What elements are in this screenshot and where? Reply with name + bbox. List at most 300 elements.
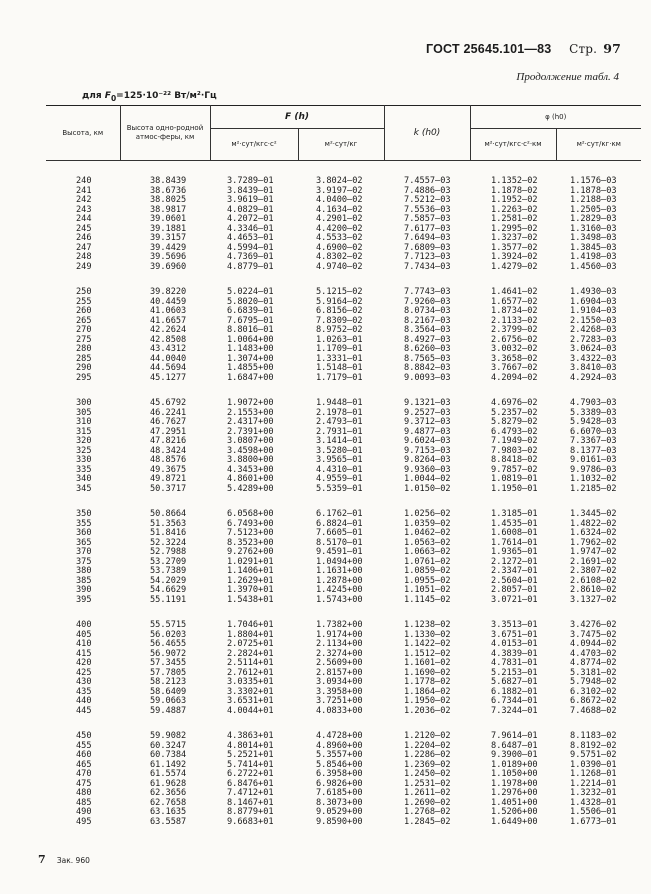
cell-phi-unit1: 5.6827—01 bbox=[491, 677, 538, 687]
col-f-unit1: м²·сут/кгс·с² bbox=[210, 129, 298, 161]
cell-k: 1.1601—02 bbox=[404, 658, 451, 668]
cell-f-unit2: 6.3958+00 bbox=[316, 769, 363, 779]
cell-f-unit2: 7.6605—01 bbox=[316, 528, 363, 538]
cell-altitude: 285 bbox=[76, 353, 92, 364]
cell-k: 7.5212—03 bbox=[404, 195, 451, 205]
cell-phi-unit1: 2.6756—02 bbox=[491, 334, 538, 345]
cell-altitude: 370 bbox=[76, 547, 92, 557]
cell-f-unit1: 9.2762+00 bbox=[227, 547, 274, 557]
cell-phi-unit1: 6.1882—01 bbox=[491, 686, 538, 697]
table-row bbox=[46, 263, 641, 273]
cell-phi-unit2: 1.1878—03 bbox=[570, 185, 617, 196]
cell-altitude: 490 bbox=[76, 807, 92, 817]
cell-phi-unit2: 4.7903—03 bbox=[570, 398, 617, 408]
cell-altitude: 320 bbox=[76, 436, 92, 446]
cell-altitude: 245 bbox=[76, 223, 92, 234]
cell-homogeneous-height: 40.4459 bbox=[150, 296, 187, 307]
cell-k: 9.9360—03 bbox=[404, 464, 451, 475]
cell-f-unit2: 2.7931—01 bbox=[316, 426, 363, 437]
data-table bbox=[46, 105, 641, 827]
cell-f-unit1: 4.2072—01 bbox=[227, 214, 274, 224]
cell-phi-unit2: 9.5751—02 bbox=[570, 750, 617, 760]
cell-f-unit2: 4.8302—02 bbox=[316, 252, 363, 262]
cell-k: 1.0663—02 bbox=[404, 547, 451, 557]
cell-phi-unit1: 8.6487—01 bbox=[491, 740, 538, 751]
cell-f-unit2: 2.4793—01 bbox=[316, 417, 363, 427]
group-spacer bbox=[46, 383, 641, 399]
cell-altitude: 365 bbox=[76, 537, 92, 548]
cell-homogeneous-height: 61.1492 bbox=[150, 759, 187, 770]
cell-altitude: 390 bbox=[76, 585, 92, 595]
cell-k: 9.1321—03 bbox=[404, 398, 451, 408]
cell-f-unit2: 1.4245+00 bbox=[316, 585, 363, 595]
cell-phi-unit2: 5.3181—02 bbox=[570, 667, 617, 678]
cell-f-unit1: 1.7046+01 bbox=[227, 620, 274, 630]
cell-phi-unit2: 2.7283—03 bbox=[570, 334, 617, 345]
cell-f-unit2: 5.3557+00 bbox=[316, 750, 363, 760]
cell-phi-unit1: 6.7344—01 bbox=[491, 696, 538, 706]
cell-phi-unit2: 1.5506—01 bbox=[570, 807, 617, 817]
standard-number: ГОСТ 25645.101—83 bbox=[426, 42, 552, 56]
cell-homogeneous-height: 41.0603 bbox=[150, 306, 187, 316]
cell-altitude: 350 bbox=[76, 509, 92, 519]
cell-f-unit2: 4.4310—01 bbox=[316, 464, 363, 475]
cell-phi-unit2: 3.4322—03 bbox=[570, 353, 617, 364]
cell-altitude: 290 bbox=[76, 363, 92, 373]
cell-f-unit2: 5.5359—01 bbox=[316, 483, 363, 494]
cell-homogeneous-height: 62.7658 bbox=[150, 797, 187, 808]
cell-f-unit2: 1.7179—01 bbox=[316, 372, 363, 383]
cell-f-unit1: 1.3074+00 bbox=[227, 353, 274, 364]
cell-altitude: 385 bbox=[76, 575, 92, 586]
cell-k: 1.0044—02 bbox=[404, 474, 451, 484]
cell-altitude: 325 bbox=[76, 445, 92, 456]
cell-altitude: 240 bbox=[76, 176, 92, 186]
cell-phi-unit1: 1.8734—02 bbox=[491, 306, 538, 316]
cell-homogeneous-height: 53.7389 bbox=[150, 566, 187, 576]
cell-phi-unit1: 2.3347—01 bbox=[491, 566, 538, 576]
cell-homogeneous-height: 47.8216 bbox=[150, 436, 187, 446]
cell-homogeneous-height: 56.4655 bbox=[150, 639, 187, 649]
cell-phi-unit1: 1.3577—02 bbox=[491, 242, 538, 253]
cell-altitude: 410 bbox=[76, 639, 92, 649]
cell-k: 1.2531—02 bbox=[404, 778, 451, 789]
cell-phi-unit2: 6.6070—03 bbox=[570, 426, 617, 437]
cell-altitude: 315 bbox=[76, 426, 92, 437]
cell-k: 1.0761—02 bbox=[404, 556, 451, 567]
cell-homogeneous-height: 57.7805 bbox=[150, 667, 187, 678]
cell-altitude: 310 bbox=[76, 417, 92, 427]
cell-f-unit1: 1.6847+00 bbox=[227, 372, 274, 383]
cell-f-unit1: 2.1553+00 bbox=[227, 407, 274, 418]
cell-k: 7.7743—03 bbox=[404, 287, 451, 297]
cell-f-unit1: 3.4598+00 bbox=[227, 445, 274, 456]
cell-altitude: 460 bbox=[76, 750, 92, 760]
cell-k: 9.8264—03 bbox=[404, 455, 451, 465]
page-label: Стр. bbox=[569, 42, 598, 56]
cell-altitude: 255 bbox=[76, 296, 92, 307]
cell-f-unit1: 4.7369—01 bbox=[227, 252, 274, 262]
cell-f-unit2: 4.2901—02 bbox=[316, 214, 363, 224]
cell-altitude: 465 bbox=[76, 759, 92, 770]
cell-f-unit2: 8.3073+00 bbox=[316, 797, 363, 808]
cell-f-unit1: 4.3453+00 bbox=[227, 464, 274, 475]
cell-phi-unit2: 1.2188—03 bbox=[570, 195, 617, 205]
cell-f-unit1: 2.2824+01 bbox=[227, 648, 274, 659]
cell-f-unit1: 3.0335+01 bbox=[227, 677, 274, 687]
cell-phi-unit2: 8.1377—03 bbox=[570, 445, 617, 456]
col-f-unit2: м²·сут/кг bbox=[298, 129, 384, 161]
cell-k: 7.6177—03 bbox=[404, 223, 451, 234]
cell-phi-unit1: 1.2995—02 bbox=[491, 223, 538, 234]
cell-homogeneous-height: 46.2241 bbox=[150, 407, 187, 418]
cell-homogeneous-height: 43.4312 bbox=[150, 344, 187, 354]
condition-line bbox=[82, 91, 217, 103]
cell-phi-unit2: 2.1550—03 bbox=[570, 315, 617, 326]
cell-f-unit2: 4.4728+00 bbox=[316, 731, 363, 741]
cell-f-unit2: 2.1978—01 bbox=[316, 407, 363, 418]
cell-f-unit1: 3.8800+00 bbox=[227, 455, 274, 465]
cell-homogeneous-height: 38.6736 bbox=[150, 185, 187, 196]
cell-k: 8.6260—03 bbox=[404, 344, 451, 354]
cell-f-unit1: 4.3863+01 bbox=[227, 731, 274, 741]
cell-phi-unit1: 7.3244—01 bbox=[491, 705, 538, 716]
cell-phi-unit2: 6.8672—02 bbox=[570, 696, 617, 706]
cell-homogeneous-height: 59.0663 bbox=[150, 696, 187, 706]
cell-phi-unit2: 1.6324—02 bbox=[570, 528, 617, 538]
cell-altitude: 480 bbox=[76, 788, 92, 798]
cell-f-unit1: 2.5114+01 bbox=[227, 658, 274, 668]
cell-phi-unit1: 4.3839—01 bbox=[491, 648, 538, 659]
cell-f-unit1: 2.0725+01 bbox=[227, 639, 274, 649]
cell-altitude: 242 bbox=[76, 195, 92, 205]
cell-k: 1.2768—02 bbox=[404, 807, 451, 817]
cell-phi-unit1: 1.0189+00 bbox=[491, 759, 538, 770]
cell-phi-unit2: 3.7475—02 bbox=[570, 629, 617, 640]
cell-k: 7.7434—03 bbox=[404, 261, 451, 272]
cell-f-unit1: 4.8779—01 bbox=[227, 261, 274, 272]
cell-phi-unit1: 3.0721—01 bbox=[491, 594, 538, 605]
cell-phi-unit2: 1.4198—03 bbox=[570, 252, 617, 262]
cell-k: 8.4927—03 bbox=[404, 334, 451, 345]
condition-prefix: для bbox=[82, 91, 102, 101]
cell-altitude: 345 bbox=[76, 483, 92, 494]
cell-f-unit2: 9.4591—01 bbox=[316, 547, 363, 557]
cell-altitude: 305 bbox=[76, 407, 92, 418]
cell-phi-unit1: 1.3185—01 bbox=[491, 509, 538, 519]
cell-altitude: 300 bbox=[76, 398, 92, 408]
cell-homogeneous-height: 44.5694 bbox=[150, 363, 187, 373]
col-group-f: F (h) bbox=[210, 106, 384, 129]
group-spacer bbox=[46, 716, 641, 732]
cell-phi-unit1: 2.1272—01 bbox=[491, 556, 538, 567]
cell-f-unit2: 3.3958+00 bbox=[316, 686, 363, 697]
cell-phi-unit1: 4.6976—02 bbox=[491, 398, 538, 408]
cell-phi-unit1: 1.4279—02 bbox=[491, 261, 538, 272]
cell-altitude: 270 bbox=[76, 325, 92, 335]
cell-homogeneous-height: 62.3656 bbox=[150, 788, 187, 798]
cell-phi-unit1: 3.0032—02 bbox=[491, 344, 538, 354]
cell-f-unit1: 2.4317+00 bbox=[227, 417, 274, 427]
cell-f-unit2: 5.8546+00 bbox=[316, 759, 363, 770]
cell-phi-unit1: 9.7857—02 bbox=[491, 464, 538, 475]
cell-f-unit1: 6.7493+00 bbox=[227, 518, 274, 529]
cell-altitude: 244 bbox=[76, 214, 92, 224]
cell-phi-unit1: 1.1878—02 bbox=[491, 185, 538, 196]
cell-k: 8.8842—03 bbox=[404, 363, 451, 373]
condition-subscript: 0 bbox=[110, 93, 117, 103]
cell-phi-unit2: 4.8774—02 bbox=[570, 658, 617, 668]
cell-k: 7.5536—03 bbox=[404, 204, 451, 215]
cell-homogeneous-height: 63.1635 bbox=[150, 807, 187, 817]
cell-altitude: 430 bbox=[76, 677, 92, 687]
cell-homogeneous-height: 39.4429 bbox=[150, 242, 187, 253]
cell-altitude: 243 bbox=[76, 204, 92, 215]
cell-altitude: 248 bbox=[76, 252, 92, 262]
cell-f-unit1: 3.6531+01 bbox=[227, 696, 274, 706]
cell-k: 1.2286—02 bbox=[404, 750, 451, 760]
cell-k: 7.4557—03 bbox=[404, 176, 451, 186]
cell-f-unit2: 4.4200—02 bbox=[316, 223, 363, 234]
cell-f-unit2: 2.1134+00 bbox=[316, 639, 363, 649]
cell-f-unit2: 3.0934+00 bbox=[316, 677, 363, 687]
cell-f-unit1: 6.2722+01 bbox=[227, 769, 274, 779]
col-altitude: Высота, км bbox=[46, 106, 120, 161]
cell-phi-unit1: 1.1050+00 bbox=[491, 769, 538, 779]
cell-f-unit1: 1.8804+01 bbox=[227, 629, 274, 640]
cell-f-unit1: 9.6683+01 bbox=[227, 816, 274, 827]
cell-altitude: 250 bbox=[76, 287, 92, 297]
cell-homogeneous-height: 39.0601 bbox=[150, 214, 187, 224]
cell-altitude: 470 bbox=[76, 769, 92, 779]
cell-f-unit1: 1.5438+01 bbox=[227, 594, 274, 605]
cell-f-unit2: 2.5609+00 bbox=[316, 658, 363, 668]
table-row bbox=[46, 374, 641, 384]
cell-phi-unit1: 1.6577—02 bbox=[491, 296, 538, 307]
cell-phi-unit1: 1.0819—01 bbox=[491, 474, 538, 484]
cell-phi-unit1: 1.3924—02 bbox=[491, 252, 538, 262]
cell-k: 9.2527—03 bbox=[404, 407, 451, 418]
cell-phi-unit2: 8.8192—02 bbox=[570, 740, 617, 751]
cell-homogeneous-height: 38.9817 bbox=[150, 204, 187, 215]
cell-phi-unit1: 4.0153—01 bbox=[491, 639, 538, 649]
cell-phi-unit1: 1.3237—02 bbox=[491, 233, 538, 243]
cell-f-unit1: 4.3346—01 bbox=[227, 223, 274, 234]
cell-f-unit2: 5.1215—02 bbox=[316, 287, 363, 297]
cell-homogeneous-height: 60.3247 bbox=[150, 740, 187, 751]
col-group-phi: φ (h0) bbox=[470, 106, 641, 129]
cell-k: 1.0462—02 bbox=[404, 528, 451, 538]
cell-homogeneous-height: 61.5574 bbox=[150, 769, 187, 779]
cell-k: 1.1950—02 bbox=[404, 696, 451, 706]
cell-phi-unit2: 5.3389—03 bbox=[570, 407, 617, 418]
cell-homogeneous-height: 44.0040 bbox=[150, 353, 187, 364]
cell-f-unit1: 1.9072+00 bbox=[227, 398, 274, 408]
group-spacer bbox=[46, 272, 641, 288]
cell-homogeneous-height: 53.2709 bbox=[150, 556, 187, 567]
cell-f-unit2: 9.0529+00 bbox=[316, 807, 363, 817]
cell-altitude: 330 bbox=[76, 455, 92, 465]
cell-homogeneous-height: 56.0203 bbox=[150, 629, 187, 640]
cell-phi-unit2: 5.7948—02 bbox=[570, 677, 617, 687]
cell-f-unit2: 4.5533—02 bbox=[316, 233, 363, 243]
cell-f-unit1: 3.8439—01 bbox=[227, 185, 274, 196]
cell-f-unit2: 3.1414—01 bbox=[316, 436, 363, 446]
cell-homogeneous-height: 38.8439 bbox=[150, 176, 187, 186]
col-phi-unit2: м²·сут/кг·км bbox=[556, 129, 641, 161]
cell-f-unit2: 2.3274+00 bbox=[316, 648, 363, 659]
cell-phi-unit1: 7.9803—02 bbox=[491, 445, 538, 456]
cell-f-unit1: 3.9619—01 bbox=[227, 195, 274, 205]
cell-altitude: 400 bbox=[76, 620, 92, 630]
cell-phi-unit1: 6.4793—02 bbox=[491, 426, 538, 437]
cell-f-unit2: 1.0263—01 bbox=[316, 334, 363, 345]
cell-k: 1.1051—02 bbox=[404, 585, 451, 595]
cell-f-unit1: 5.0224—01 bbox=[227, 287, 274, 297]
cell-f-unit1: 1.1483+00 bbox=[227, 344, 274, 354]
cell-f-unit2: 1.2878+00 bbox=[316, 575, 363, 586]
cell-phi-unit2: 3.1327—02 bbox=[570, 594, 617, 605]
cell-k: 1.0256—02 bbox=[404, 509, 451, 519]
cell-k: 1.1512—02 bbox=[404, 648, 451, 659]
cell-altitude: 360 bbox=[76, 528, 92, 538]
cell-f-unit1: 4.5994—01 bbox=[227, 242, 274, 253]
cell-k: 9.3712—03 bbox=[404, 417, 451, 427]
cell-f-unit2: 1.1709—01 bbox=[316, 344, 363, 354]
cell-f-unit2: 4.1634—02 bbox=[316, 204, 363, 215]
cell-f-unit2: 7.6185+00 bbox=[316, 788, 363, 798]
cell-f-unit1: 4.4653—01 bbox=[227, 233, 274, 243]
cell-f-unit1: 6.6839—01 bbox=[227, 306, 274, 316]
table-header bbox=[46, 106, 641, 161]
cell-phi-unit2: 2.8610—02 bbox=[570, 585, 617, 595]
cell-altitude: 335 bbox=[76, 464, 92, 475]
cell-altitude: 395 bbox=[76, 594, 92, 605]
cell-k: 7.5857—03 bbox=[404, 214, 451, 224]
cell-altitude: 440 bbox=[76, 696, 92, 706]
cell-phi-unit2: 9.9786—03 bbox=[570, 464, 617, 475]
cell-f-unit2: 1.9448—01 bbox=[316, 398, 363, 408]
cell-f-unit1: 3.3302+01 bbox=[227, 686, 274, 697]
cell-phi-unit2: 4.4703—02 bbox=[570, 648, 617, 659]
cell-homogeneous-height: 50.3717 bbox=[150, 483, 187, 494]
condition-symbol: F bbox=[104, 91, 111, 101]
cell-f-unit1: 1.0291+01 bbox=[227, 556, 274, 567]
cell-phi-unit2: 3.8410—03 bbox=[570, 363, 617, 373]
cell-altitude: 275 bbox=[76, 334, 92, 345]
cell-phi-unit2: 6.3102—02 bbox=[570, 686, 617, 697]
cell-k: 7.6494—03 bbox=[404, 233, 451, 243]
cell-altitude: 435 bbox=[76, 686, 92, 697]
cell-phi-unit2: 1.2505—03 bbox=[570, 204, 617, 215]
cell-altitude: 340 bbox=[76, 474, 92, 484]
cell-phi-unit2: 2.4268—03 bbox=[570, 325, 617, 335]
table-body bbox=[46, 161, 641, 828]
cell-homogeneous-height: 55.1191 bbox=[150, 594, 187, 605]
cell-homogeneous-height: 39.1881 bbox=[150, 223, 187, 234]
cell-phi-unit2: 3.4276—02 bbox=[570, 620, 617, 630]
cell-phi-unit1: 2.5604—01 bbox=[491, 575, 538, 586]
cell-phi-unit1: 1.4051+00 bbox=[491, 797, 538, 808]
cell-homogeneous-height: 52.3224 bbox=[150, 537, 187, 548]
cell-phi-unit1: 1.1952—02 bbox=[491, 195, 538, 205]
cell-k: 1.1422—02 bbox=[404, 639, 451, 649]
cell-altitude: 445 bbox=[76, 705, 92, 716]
cell-homogeneous-height: 39.6960 bbox=[150, 261, 187, 272]
cell-phi-unit2: 2.6108—02 bbox=[570, 575, 617, 586]
cell-f-unit1: 2.7391+00 bbox=[227, 426, 274, 437]
cell-homogeneous-height: 59.9082 bbox=[150, 731, 187, 741]
cell-altitude: 495 bbox=[76, 816, 92, 827]
cell-phi-unit2: 5.9428—03 bbox=[570, 417, 617, 427]
cell-k: 1.0359—02 bbox=[404, 518, 451, 529]
cell-f-unit2: 2.8157+00 bbox=[316, 667, 363, 678]
cell-phi-unit2: 1.4328—01 bbox=[570, 797, 617, 808]
cell-f-unit2: 9.8590+00 bbox=[316, 816, 363, 827]
cell-homogeneous-height: 60.7384 bbox=[150, 750, 187, 760]
cell-homogeneous-height: 39.3157 bbox=[150, 233, 187, 243]
cell-k: 1.1778—02 bbox=[404, 677, 451, 687]
cell-altitude: 425 bbox=[76, 667, 92, 678]
cell-f-unit2: 6.8824—01 bbox=[316, 518, 363, 529]
table-row bbox=[46, 596, 641, 606]
cell-f-unit1: 7.4712+01 bbox=[227, 788, 274, 798]
cell-phi-unit2: 1.3160—03 bbox=[570, 223, 617, 234]
cell-k: 1.2204—02 bbox=[404, 740, 451, 751]
cell-phi-unit2: 1.2214—01 bbox=[570, 778, 617, 789]
cell-phi-unit2: 1.0390—01 bbox=[570, 759, 617, 770]
cell-k: 8.0734—03 bbox=[404, 306, 451, 316]
cell-phi-unit1: 1.1352—02 bbox=[491, 176, 538, 186]
cell-f-unit1: 8.3523+00 bbox=[227, 537, 274, 548]
col-group-k: k (h0) bbox=[384, 106, 470, 161]
cell-phi-unit1: 2.3799—02 bbox=[491, 325, 538, 335]
cell-phi-unit1: 5.2357—02 bbox=[491, 407, 538, 418]
cell-phi-unit1: 1.7614—01 bbox=[491, 537, 538, 548]
cell-altitude: 375 bbox=[76, 556, 92, 567]
cell-altitude: 455 bbox=[76, 740, 92, 751]
cell-f-unit2: 3.7251+00 bbox=[316, 696, 363, 706]
cell-altitude: 485 bbox=[76, 797, 92, 808]
cell-homogeneous-height: 63.5587 bbox=[150, 816, 187, 827]
cell-f-unit2: 4.9740—02 bbox=[316, 261, 363, 272]
cell-phi-unit2: 1.4560—03 bbox=[570, 261, 617, 272]
table-row bbox=[46, 485, 641, 495]
cell-altitude: 247 bbox=[76, 242, 92, 253]
cell-phi-unit2: 1.3845—03 bbox=[570, 242, 617, 253]
cell-k: 1.0563—02 bbox=[404, 537, 451, 548]
cell-altitude: 260 bbox=[76, 306, 92, 316]
cell-k: 7.9260—03 bbox=[404, 296, 451, 307]
cell-homogeneous-height: 56.9072 bbox=[150, 648, 187, 659]
cell-f-unit2: 3.5280—01 bbox=[316, 445, 363, 456]
cell-altitude: 280 bbox=[76, 344, 92, 354]
group-spacer bbox=[46, 494, 641, 510]
footer-page-number: 7 bbox=[38, 853, 46, 866]
cell-phi-unit2: 1.6904—03 bbox=[570, 296, 617, 307]
cell-homogeneous-height: 51.8416 bbox=[150, 528, 187, 538]
cell-altitude: 475 bbox=[76, 778, 92, 789]
cell-f-unit1: 1.2629+01 bbox=[227, 575, 274, 586]
cell-phi-unit2: 7.3367—03 bbox=[570, 436, 617, 446]
cell-homogeneous-height: 39.8220 bbox=[150, 287, 187, 297]
cell-f-unit1: 1.0064+00 bbox=[227, 334, 274, 345]
cell-altitude: 355 bbox=[76, 518, 92, 529]
cell-homogeneous-height: 41.6657 bbox=[150, 315, 187, 326]
cell-phi-unit2: 9.0161—03 bbox=[570, 455, 617, 465]
page-footer bbox=[38, 853, 90, 866]
cell-phi-unit1: 5.2153—01 bbox=[491, 667, 538, 678]
